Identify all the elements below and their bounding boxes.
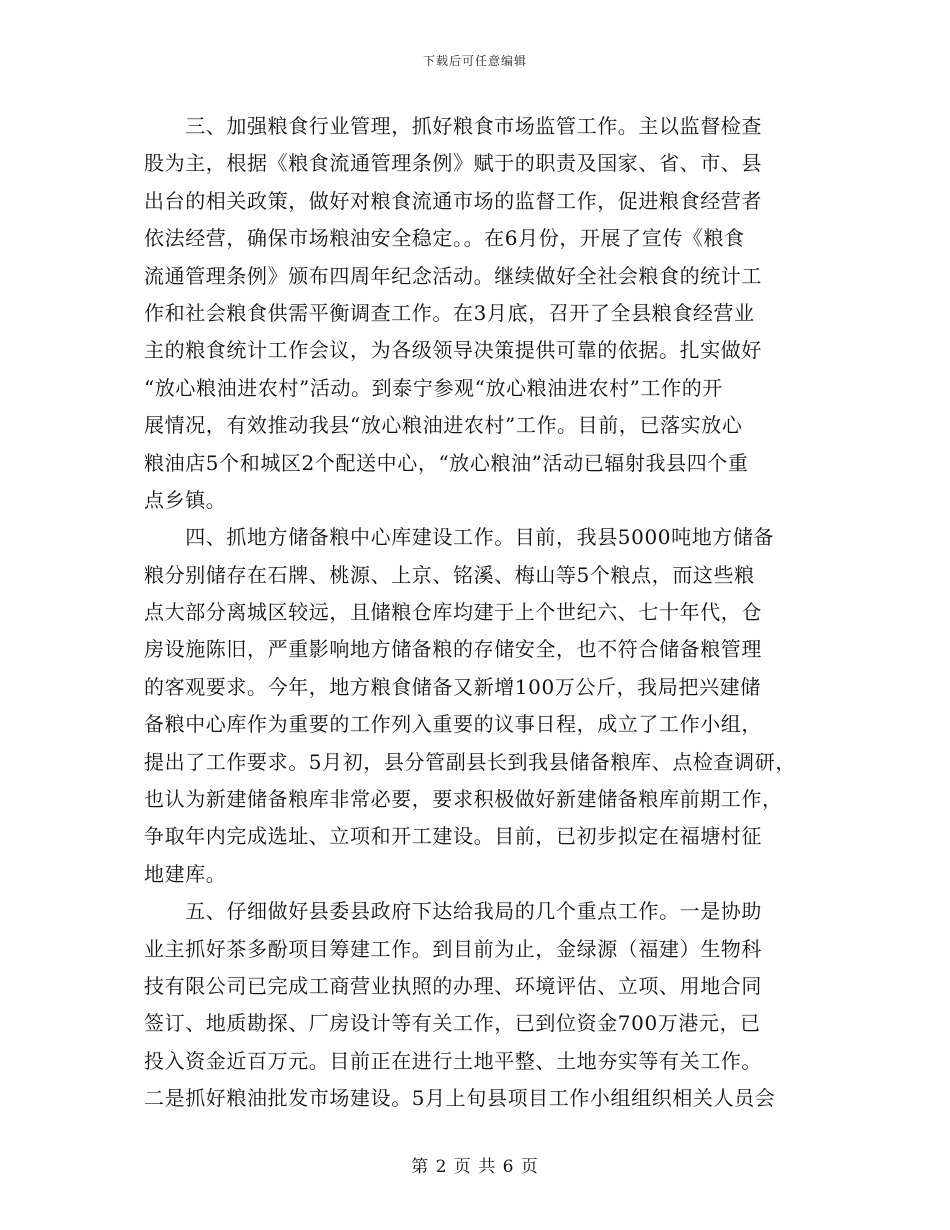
- text-line: 依法经营，确保市场粮油安全稳定。。在6月份，开展了宣传《粮食: [144, 226, 745, 251]
- text-line: 五、仔细做好县委县政府下达给我局的几个重点工作。一是协助: [144, 899, 762, 924]
- text-line: 业主抓好茶多酚项目筹建工作。到目前为止，金绿源（福建）生物科: [144, 936, 762, 961]
- text-line: 的客观要求。今年，地方粮食储备又新增100万公斤，我局把兴建储: [144, 674, 761, 699]
- text-line: 展情况，有效推动我县“放心粮油进农村”工作。目前，已落实放心: [144, 413, 743, 438]
- text-line: 房设施陈旧，严重影响地方储备粮的存储安全，也不符合储备粮管理: [144, 637, 762, 662]
- text-line: 点大部分离城区较远，且储粮仓库均建于上个世纪六、七十年代，仓: [144, 600, 762, 625]
- document-body: [144, 108, 824, 1118]
- page-header: 下载后可任意编辑: [422, 54, 527, 68]
- text-line: 签订、地质勘探、厂房设计等有关工作，已到位资金700万港元，已: [144, 1011, 761, 1036]
- text-line: 流通管理条例》颁布四周年纪念活动。继续做好全社会粮食的统计工: [144, 263, 762, 288]
- text-line: 出台的相关政策，做好对粮食流通市场的监督工作，促进粮食经营者: [144, 188, 762, 213]
- text-line: 点乡镇。: [144, 487, 227, 512]
- text-line: 技有限公司已完成工商营业执照的办理、环境评估、立项、用地合同: [144, 973, 762, 998]
- text-line: 粮油店5个和城区2个配送中心，“放心粮油”活动已辐射我县四个重: [144, 450, 749, 475]
- text-line: 备粮中心库作为重要的工作列入重要的议事日程，成立了工作小组，: [144, 712, 762, 737]
- text-line: 作和社会粮食供需平衡调查工作。在3月底，召开了全县粮食经营业: [144, 300, 755, 325]
- text-line: 地建库。: [144, 861, 227, 886]
- text-line: “放心粮油进农村”活动。到泰宁参观“放心粮油进农村”工作的开: [144, 375, 723, 400]
- page-footer: 第 2 页 共 6 页: [411, 1157, 539, 1177]
- text-line: 三、加强粮食行业管理，抓好粮食市场监管工作。主以监督检查: [144, 114, 762, 138]
- text-line: 主的粮食统计工作会议，为各级领导决策提供可靠的依据。扎实做好: [144, 338, 762, 363]
- text-line: 粮分别储存在石牌、桃源、上京、铭溪、梅山等5个粮点，而这些粮: [144, 562, 755, 587]
- text-line: 投入资金近百万元。目前正在进行土地平整、土地夯实等有关工作。: [144, 1048, 762, 1073]
- text-line: 四、抓地方储备粮中心库建设工作。目前，我县5000吨地方储备: [144, 525, 775, 550]
- text-line: 提出了工作要求。5月初，县分管副县长到我县储备粮库、点检查调研，: [144, 749, 796, 774]
- text-line: 争取年内完成选址、立项和开工建设。目前，已初步拟定在福塘村征: [144, 824, 762, 849]
- text-line: 股为主，根据《粮食流通管理条例》赋于的职责及国家、省、市、县: [144, 151, 762, 176]
- text-line: 也认为新建储备粮库非常必要，要求积极做好新建储备粮库前期工作，: [144, 787, 783, 812]
- text-line: 二是抓好粮油批发市场建设。5月上旬县项目工作小组组织相关人员会: [144, 1086, 776, 1111]
